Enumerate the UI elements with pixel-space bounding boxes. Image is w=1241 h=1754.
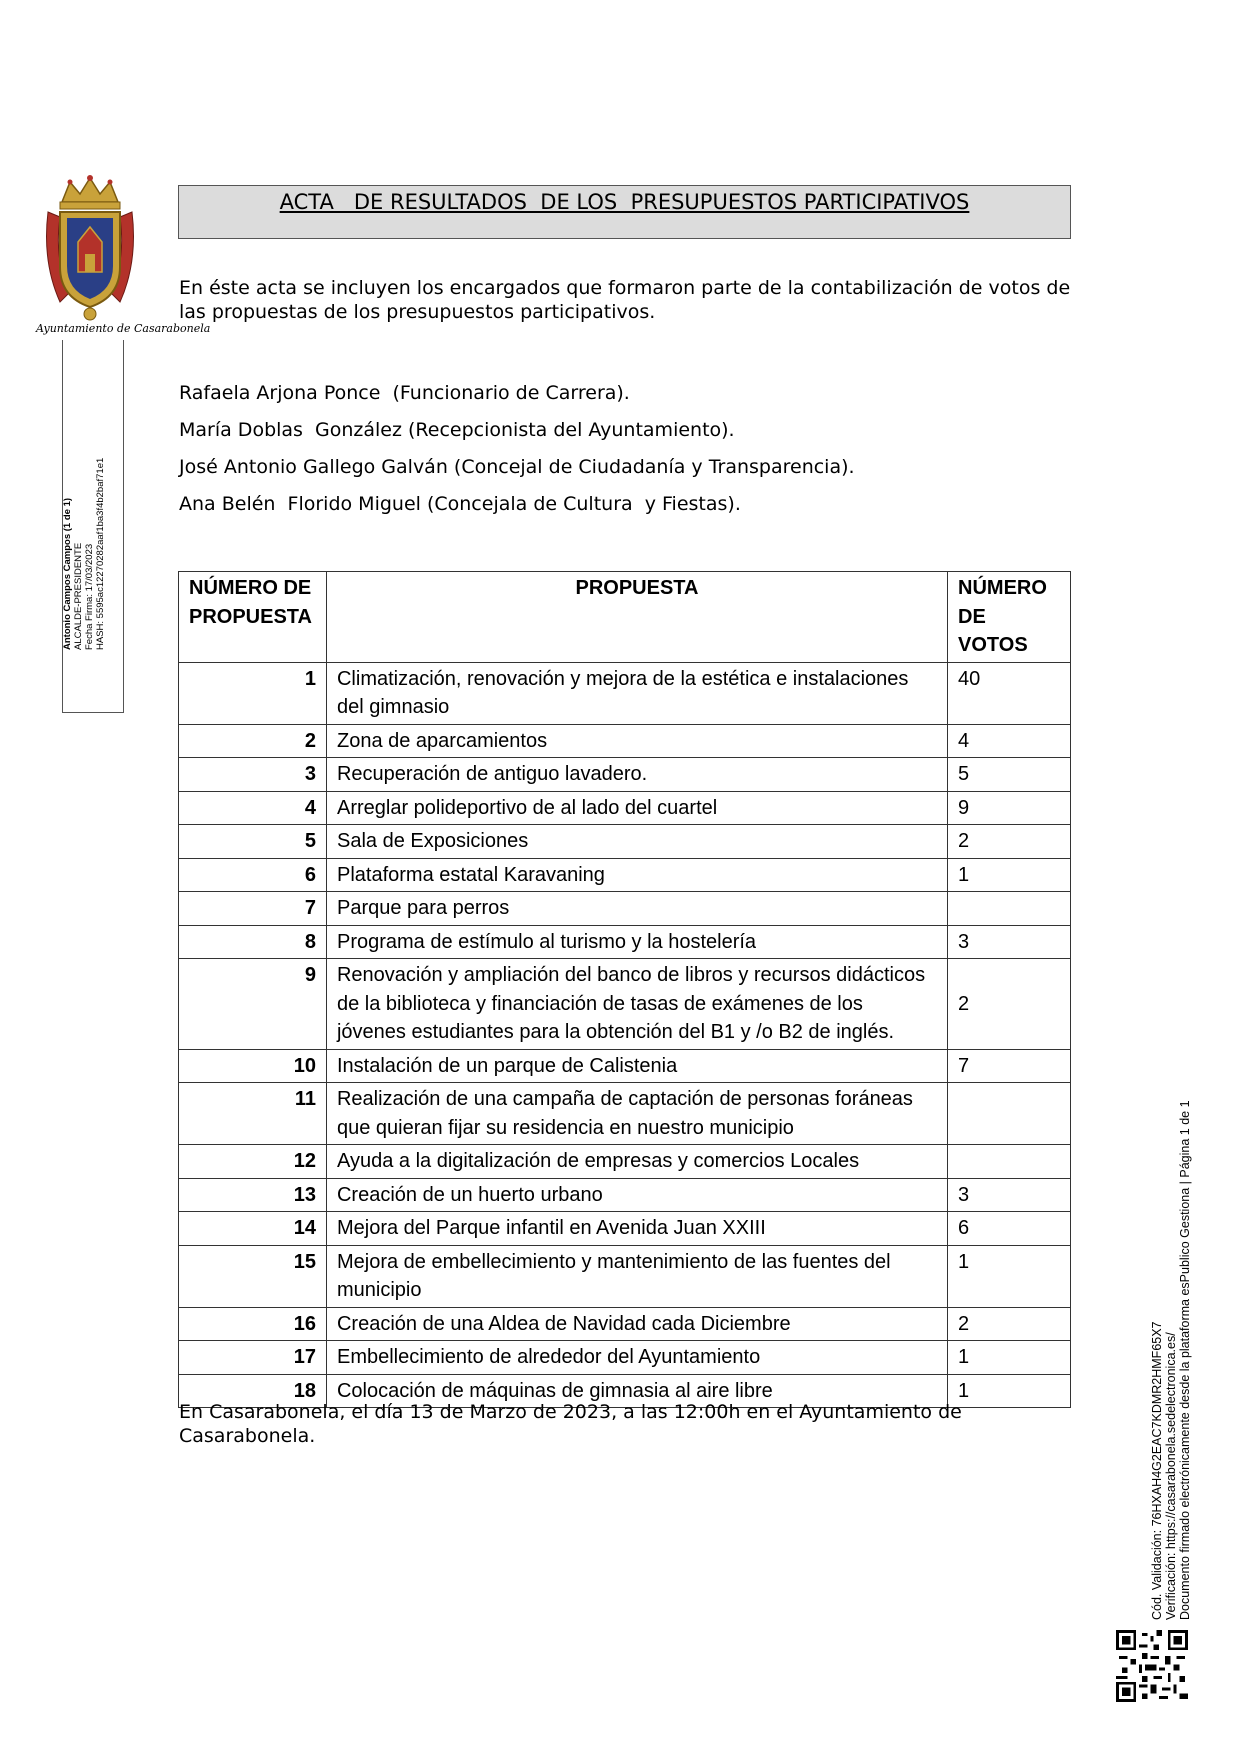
table-row	[179, 1245, 1071, 1307]
table-row	[179, 758, 1071, 792]
proposal-votes: 1	[948, 1374, 1071, 1408]
table-row	[179, 1049, 1071, 1083]
signature-block	[62, 350, 106, 650]
proposal-number: 17	[179, 1341, 327, 1375]
proposal-number: 9	[179, 959, 327, 1050]
table-row	[179, 1212, 1071, 1246]
proposal-number: 2	[179, 724, 327, 758]
table-row	[179, 791, 1071, 825]
proposal-votes: 9	[948, 791, 1071, 825]
signature-line: ALCALDE-PRESIDENTE	[73, 542, 84, 650]
proposal-number: 11	[179, 1083, 327, 1145]
proposal-votes	[948, 1145, 1071, 1179]
proposal-number: 4	[179, 791, 327, 825]
table-body	[179, 662, 1071, 1408]
proposal-text: Embellecimiento de alrededor del Ayuntamiento	[326, 1341, 947, 1375]
proposal-text: Creación de una Aldea de Navidad cada Diciembre	[326, 1307, 947, 1341]
proposal-text: Zona de aparcamientos	[326, 724, 947, 758]
results-table	[178, 571, 1071, 1408]
header-numero-propuesta: NÚMERO DE PROPUESTA	[179, 572, 327, 663]
table-header-row	[179, 572, 1071, 663]
verification-line: Cód. Validación: 76HXAH4G2EAC7KDMR2HMF65X7	[1150, 1321, 1164, 1620]
proposal-text: Recuperación de antiguo lavadero.	[326, 758, 947, 792]
proposal-text: Sala de Exposiciones	[326, 825, 947, 859]
proposal-number: 18	[179, 1374, 327, 1408]
proposal-votes: 2	[948, 1307, 1071, 1341]
proposal-votes: 1	[948, 858, 1071, 892]
proposal-votes: 3	[948, 925, 1071, 959]
table-row	[179, 1341, 1071, 1375]
proposal-number: 12	[179, 1145, 327, 1179]
table-row	[179, 1145, 1071, 1179]
proposal-text: Colocación de máquinas de gimnasia al aire libre	[326, 1374, 947, 1408]
table-row	[179, 1178, 1071, 1212]
proposal-votes: 2	[948, 959, 1071, 1050]
table-row	[179, 1307, 1071, 1341]
document-title: ACTA DE RESULTADOS DE LOS PRESUPUESTOS PARTICIPATIVOS	[279, 190, 970, 214]
proposal-number: 15	[179, 1245, 327, 1307]
proposal-votes: 1	[948, 1341, 1071, 1375]
proposal-votes: 3	[948, 1178, 1071, 1212]
header-propuesta: PROPUESTA	[326, 572, 947, 663]
proposal-number: 5	[179, 825, 327, 859]
qr-code-icon	[1116, 1630, 1188, 1702]
table-row	[179, 858, 1071, 892]
proposal-text: Parque para perros	[326, 892, 947, 926]
proposal-number: 14	[179, 1212, 327, 1246]
proposal-votes: 6	[948, 1212, 1071, 1246]
proposal-text: Mejora de embellecimiento y mantenimiento de las fuentes del municipio	[326, 1245, 947, 1307]
proposal-text: Realización de una campaña de captación de personas foráneas que quieran fijar su residencia en nuestro municipio	[326, 1083, 947, 1145]
signature-line: Antonio Campos Campos (1 de 1)	[62, 497, 73, 650]
table-row	[179, 724, 1071, 758]
proposal-votes	[948, 1083, 1071, 1145]
signature-line: Fecha Firma: 17/03/2023	[84, 543, 95, 650]
proposal-text: Mejora del Parque infantil en Avenida Juan XXIII	[326, 1212, 947, 1246]
proposal-text: Arreglar polideportivo de al lado del cuartel	[326, 791, 947, 825]
proposal-text: Instalación de un parque de Calistenia	[326, 1049, 947, 1083]
proposal-text: Ayuda a la digitalización de empresas y comercios Locales	[326, 1145, 947, 1179]
member-item: Rafaela Arjona Ponce (Funcionario de Carrera).	[179, 382, 630, 404]
proposal-votes: 5	[948, 758, 1071, 792]
proposal-votes: 7	[948, 1049, 1071, 1083]
proposal-votes: 40	[948, 662, 1071, 724]
header-numero-votos: NÚMERO DE VOTOS	[948, 572, 1071, 663]
proposal-votes	[948, 892, 1071, 926]
proposal-number: 6	[179, 858, 327, 892]
proposal-number: 10	[179, 1049, 327, 1083]
table-row	[179, 959, 1071, 1050]
table-row	[179, 925, 1071, 959]
signature-line: HASH: 5595ac12270282aaf1ba3f4b2baf71e1	[95, 457, 106, 650]
proposal-number: 8	[179, 925, 327, 959]
proposal-votes: 4	[948, 724, 1071, 758]
verification-block	[1150, 1100, 1192, 1620]
closing-paragraph: En Casarabonela, el día 13 de Marzo de 2023, a las 12:00h en el Ayuntamiento de Casarabonela.	[179, 1401, 962, 1447]
proposal-text: Renovación y ampliación del banco de libros y recursos didácticos de la biblioteca y financiación de tasas de exámenes de los jóvenes estudiantes para la obtención del B1 y /o B2 de inglés.	[326, 959, 947, 1050]
members-list	[179, 375, 855, 523]
proposal-votes: 1	[948, 1245, 1071, 1307]
member-item: Ana Belén Florido Miguel (Concejala de Cultura y Fiestas).	[179, 493, 741, 515]
table-row	[179, 892, 1071, 926]
verification-line: Verificación: https://casarabonela.sedelectronica.es/	[1164, 1332, 1178, 1620]
proposal-number: 3	[179, 758, 327, 792]
member-item: José Antonio Gallego Galván (Concejal de Ciudadanía y Transparencia).	[179, 456, 855, 478]
crest-caption: Ayuntamiento de Casarabonela	[36, 322, 211, 335]
proposal-number: 7	[179, 892, 327, 926]
proposal-votes: 2	[948, 825, 1071, 859]
table-row	[179, 662, 1071, 724]
proposal-number: 16	[179, 1307, 327, 1341]
proposal-text: Programa de estímulo al turismo y la hostelería	[326, 925, 947, 959]
verification-line: Documento firmado electrónicamente desde la plataforma esPublico Gestiona | Página 1 de 1	[1178, 1100, 1192, 1620]
member-item: María Doblas González (Recepcionista del Ayuntamiento).	[179, 419, 735, 441]
table-row	[179, 825, 1071, 859]
proposal-text: Creación de un huerto urbano	[326, 1178, 947, 1212]
title-box	[178, 185, 1071, 239]
proposal-text: Plataforma estatal Karavaning	[326, 858, 947, 892]
proposal-number: 13	[179, 1178, 327, 1212]
municipal-crest-logo	[40, 172, 140, 337]
proposal-number: 1	[179, 662, 327, 724]
proposal-text: Climatización, renovación y mejora de la estética e instalaciones del gimnasio	[326, 662, 947, 724]
table-row	[179, 1083, 1071, 1145]
intro-paragraph: En éste acta se incluyen los encargados que formaron parte de la contabilización de votos de las propuestas de los presupuestos participativos.	[179, 277, 1071, 323]
